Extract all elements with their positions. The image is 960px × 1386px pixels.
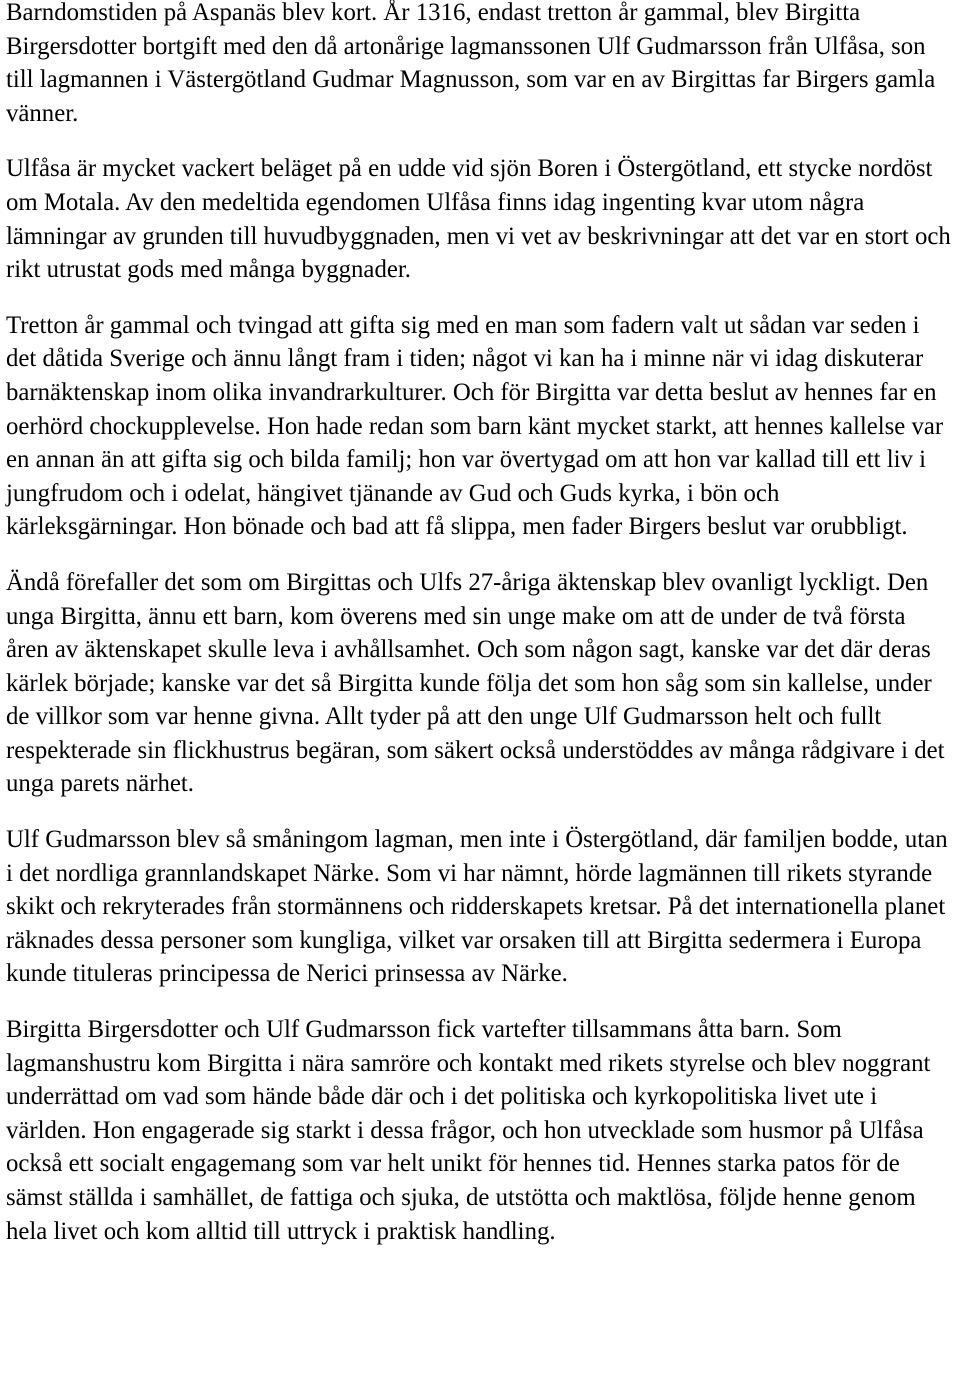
paragraph-marriage: Tretton år gammal och tvingad att gifta sig med en man som fadern valt ut sådan var seden i det dåtida Sverige och ännu långt fram i tiden; något vi kan ha i minne när vi idag diskuterar barnäktenskap inom olika invandrarkulturer. Och för Birgitta var detta beslut av hennes far en oerhörd chockupplevelse. Hon hade redan som barn känt mycket starkt, att hennes kallelse var en annan än att gifta sig och bilda familj; hon var övertygad om att hon var kallad till ett liv i jungfrudom och i odelat, hängivet tjänande av Gud och Guds kyrka, i bön och kärleksgärningar. Hon bönade och bad att få slippa, men fader Birgers beslut var orubbligt. [6, 311, 944, 541]
paragraph-lagman: Ulf Gudmarsson blev så småningom lagman, men inte i Östergötland, där familjen bodde, utan i det nordliga grannlandskapet Närke. Som vi har nämnt, hörde lagmännen till rikets styrande skikt och rekryterades från stormännens och ridderskapets kretsar. På det internationella planet räknades dessa personer som kungliga, vilket var orsaken till att Birgitta sedermera i Europa kunde tituleras principessa de Nerici prinsessa av Närke. [6, 826, 948, 988]
paragraph-happy-marriage: Ändå förefaller det som om Birgittas och Ulfs 27-åriga äktenskap blev ovanligt lyckligt. Den unga Birgitta, ännu ett barn, kom överens med sin unge make om att de under de två första åren av äktenskapet skulle leva i avhållsamhet. Och som någon sagt, kanske var det där deras kärlek började; kanske var det så Birgitta kunde följa det som hon såg som sin kallelse, under de villkor som var henne givna. Allt tyder på att den unge Ulf Gudmarsson helt och fullt respekterade sin flickhustrus begäran, som säkert också understöddes av många rådgivare i det unga parets närhet. [6, 568, 945, 798]
paragraph-ulfasa: Ulfåsa är mycket vackert beläget på en udde vid sjön Boren i Östergötland, ett stycke nordöst om Motala. Av den medeltida egendomen Ulfåsa finns idag ingenting kvar utom några lämningar av grunden till huvudbyggnaden, men vi vet av beskrivningar att det var en stort och rikt utrustat gods med många byggnader. [6, 155, 951, 284]
paragraph-childhood: Barndomstiden på Aspanäs blev kort. År 1316, endast tretton år gammal, blev Birgitta Birgersdotter bortgift med den då artonårige lagmanssonen Ulf Gudmarsson från Ulfåsa, son till lagmannen i Västergötland Gudmar Magnusson, som var en av Birgittas far Birgers gamla vänner. [6, 0, 936, 127]
paragraph-children: Birgitta Birgersdotter och Ulf Gudmarsson fick vartefter tillsammans åtta barn. Som lagmanshustru kom Birgitta i nära samröre och kontakt med rikets styrelse och blev noggrant underrättad om vad som hände både där och i det politiska och kyrkopolitiska livet ute i världen. Hon engagerade sig starkt i dessa frågor, och hon utvecklade som husmor på Ulfåsa också ett socialt engagemang som var helt unikt för hennes tid. Hennes starka patos för de sämst ställda i samhället, de fattiga och sjuka, de utstötta och maktlösa, följde henne genom hela livet och kom alltid till uttryck i praktisk handling. [6, 1016, 931, 1245]
